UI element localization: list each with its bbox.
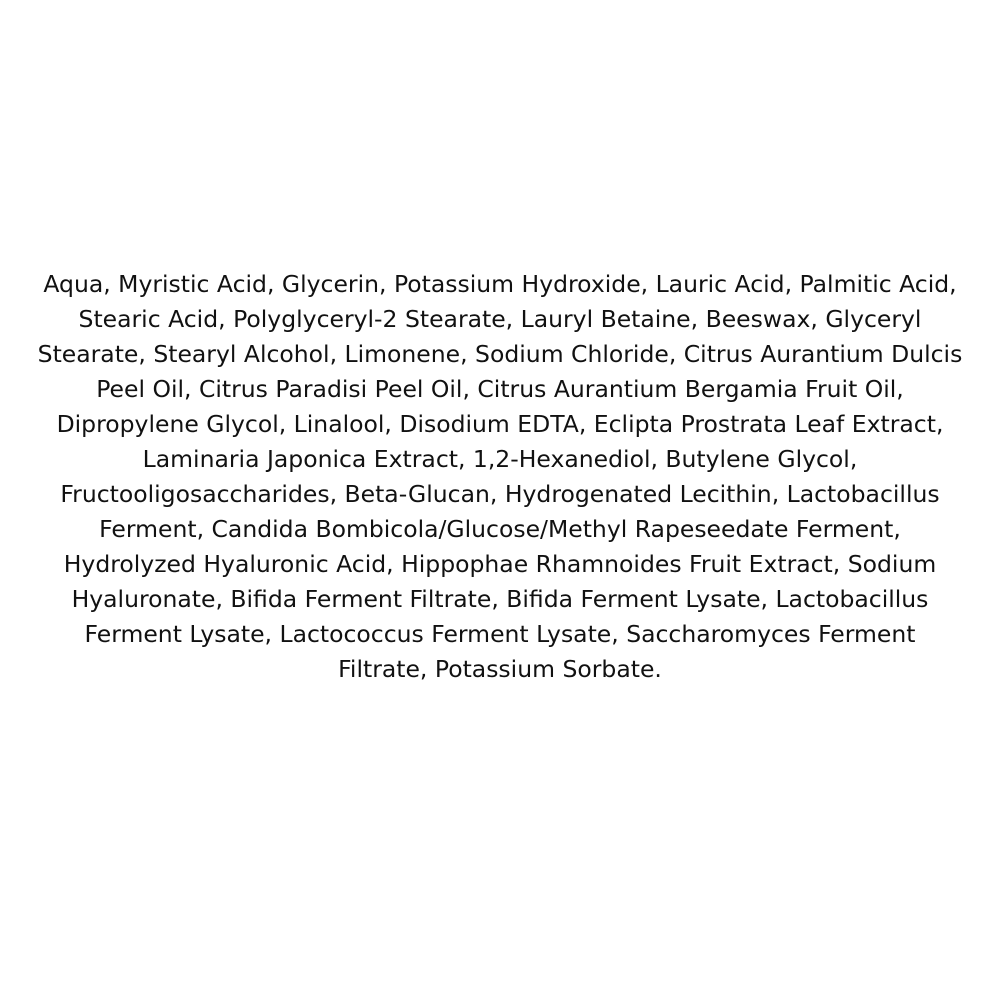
ingredient-line: Fructooligosaccharides, Beta-Glucan, Hydrogenated Lecithin, Lactobacillus bbox=[60, 480, 940, 508]
ingredient-line: Dipropylene Glycol, Linalool, Disodium EDTA, Eclipta Prostrata Leaf Extract, bbox=[56, 410, 944, 438]
ingredient-line: Peel Oil, Citrus Paradisi Peel Oil, Citrus Aurantium Bergamia Fruit Oil, bbox=[96, 375, 904, 403]
ingredient-line: Hydrolyzed Hyaluronic Acid, Hippophae Rhamnoides Fruit Extract, Sodium bbox=[63, 550, 937, 578]
ingredient-line: Hyaluronate, Bifida Ferment Filtrate, Bifida Ferment Lysate, Lactobacillus bbox=[71, 585, 929, 613]
ingredient-line: Stearate, Stearyl Alcohol, Limonene, Sodium Chloride, Citrus Aurantium Dulcis bbox=[37, 340, 963, 368]
ingredient-list bbox=[0, 267, 1000, 687]
ingredient-line: Filtrate, Potassium Sorbate. bbox=[338, 655, 662, 683]
ingredient-line: Ferment, Candida Bombicola/Glucose/Methyl Rapeseedate Ferment, bbox=[99, 515, 901, 543]
ingredient-line: Stearic Acid, Polyglyceryl-2 Stearate, Lauryl Betaine, Beeswax, Glyceryl bbox=[78, 305, 922, 333]
ingredient-line: Aqua, Myristic Acid, Glycerin, Potassium Hydroxide, Lauric Acid, Palmitic Acid, bbox=[43, 270, 957, 298]
ingredient-line: Laminaria Japonica Extract, 1,2-Hexanediol, Butylene Glycol, bbox=[142, 445, 858, 473]
ingredient-line: Ferment Lysate, Lactococcus Ferment Lysate, Saccharomyces Ferment bbox=[84, 620, 916, 648]
